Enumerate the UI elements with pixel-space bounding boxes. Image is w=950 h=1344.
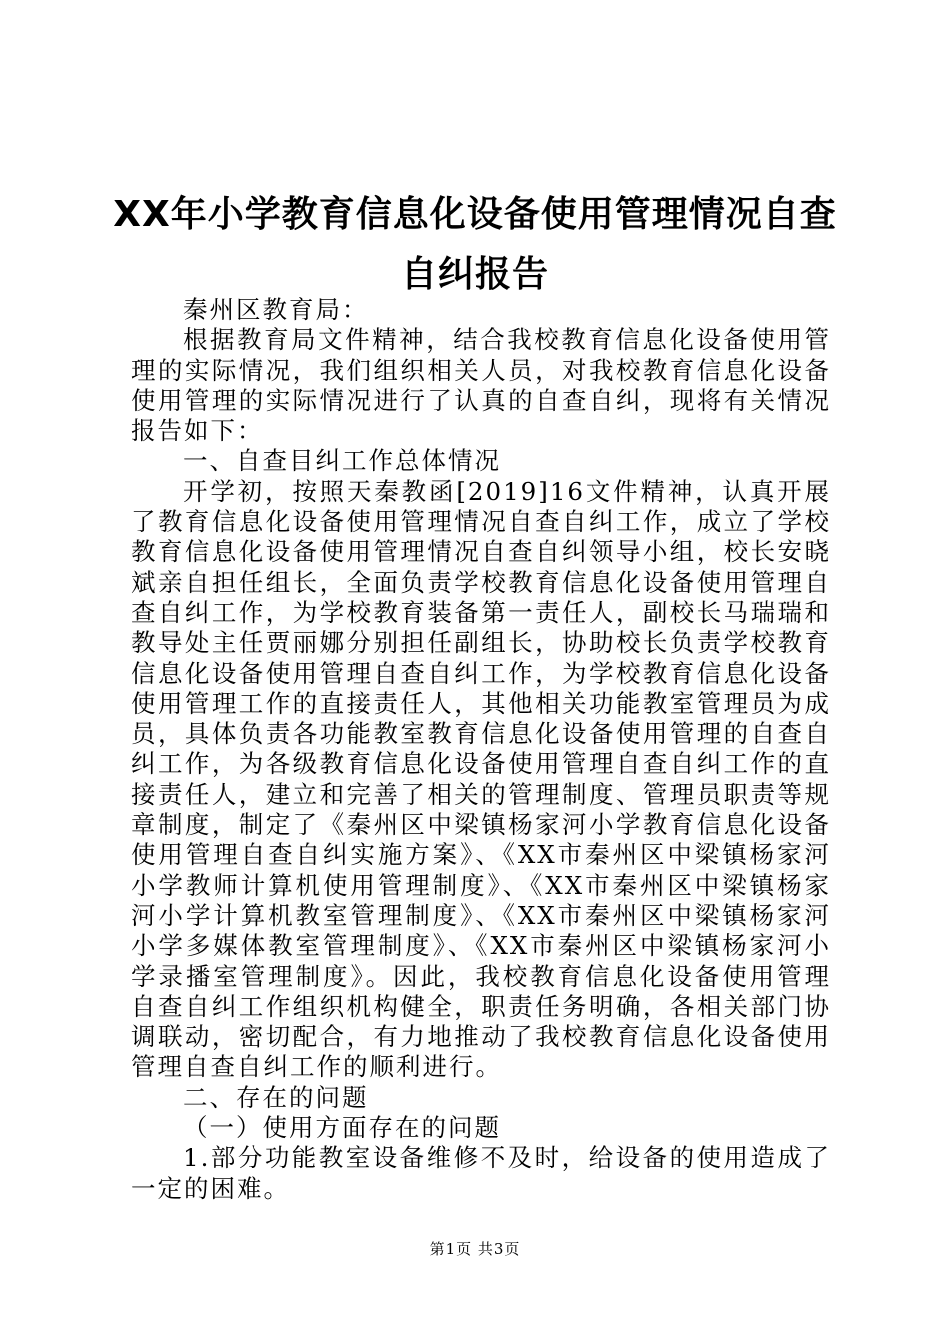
- list-item-1: 1.部分功能教室设备维修不及时，给设备的使用造成了一定的困难。: [131, 1143, 831, 1203]
- document-title-line-1: XX年小学教育信息化设备使用管理情况自查: [113, 194, 837, 235]
- document-title-line-2: 自纠报告: [400, 254, 549, 295]
- section-1-paragraph: 开学初，按照天秦教函[2019]16文件精神，认真开展了教育信息化设备使用管理情况自查自纠工作，成立了学校教育信息化设备使用管理情况自查自纠领导小组，校长安晓斌亲自担任组长，全面负责学校教育信息化设备使用管理自查自纠工作，为学校教育装备第一责任人，副校长马瑞瑞和教导处主任贾丽娜分别担任副组长，协助校长负责学校教育信息化设备使用管理自查自纠工作，为学校教育信息化设备使用管理工作的直接责任人，其他相关功能教室管理员为成员，具体负责各功能教室教育信息化设备使用管理的自查自纠工作，为各级教育信息化设备使用管理自查自纠工作的直接责任人，建立和完善了相关的管理制度、管理员职责等规章制度，制定了《秦州区中梁镇杨家河小学教育信息化设备使用管理自查自纠实施方案》、《XX市秦州区中梁镇杨家河小学教师计算机使用管理制度》、《XX市秦州区中梁镇杨家河小学计算机教室管理制度》、《XX市秦州区中梁镇杨家河小学多媒体教室管理制度》、《XX市秦州区中梁镇杨家河小学录播室管理制度》。因此，我校教育信息化设备使用管理自查自纠工作组织机构健全，职责任务明确，各相关部门协调联动，密切配合，有力地推动了我校教育信息化设备使用管理自查自纠工作的顺利进行。: [131, 476, 831, 1082]
- section-heading-2: 二、存在的问题: [183, 1082, 369, 1112]
- document-body: [131, 295, 831, 1204]
- intro-paragraph: 根据教育局文件精神，结合我校教育信息化设备使用管理的实际情况，我们组织相关人员，对我校教育信息化设备使用管理的实际情况进行了认真的自查自纠，现将有关情况报告如下：: [131, 325, 831, 446]
- page-footer: 第1页 共3页: [429, 1240, 521, 1258]
- subsection-heading-1: （一）使用方面存在的问题: [183, 1113, 501, 1143]
- section-heading-1: 一、自查目纠工作总体情况: [183, 446, 501, 476]
- salutation: 秦州区教育局：: [183, 295, 369, 324]
